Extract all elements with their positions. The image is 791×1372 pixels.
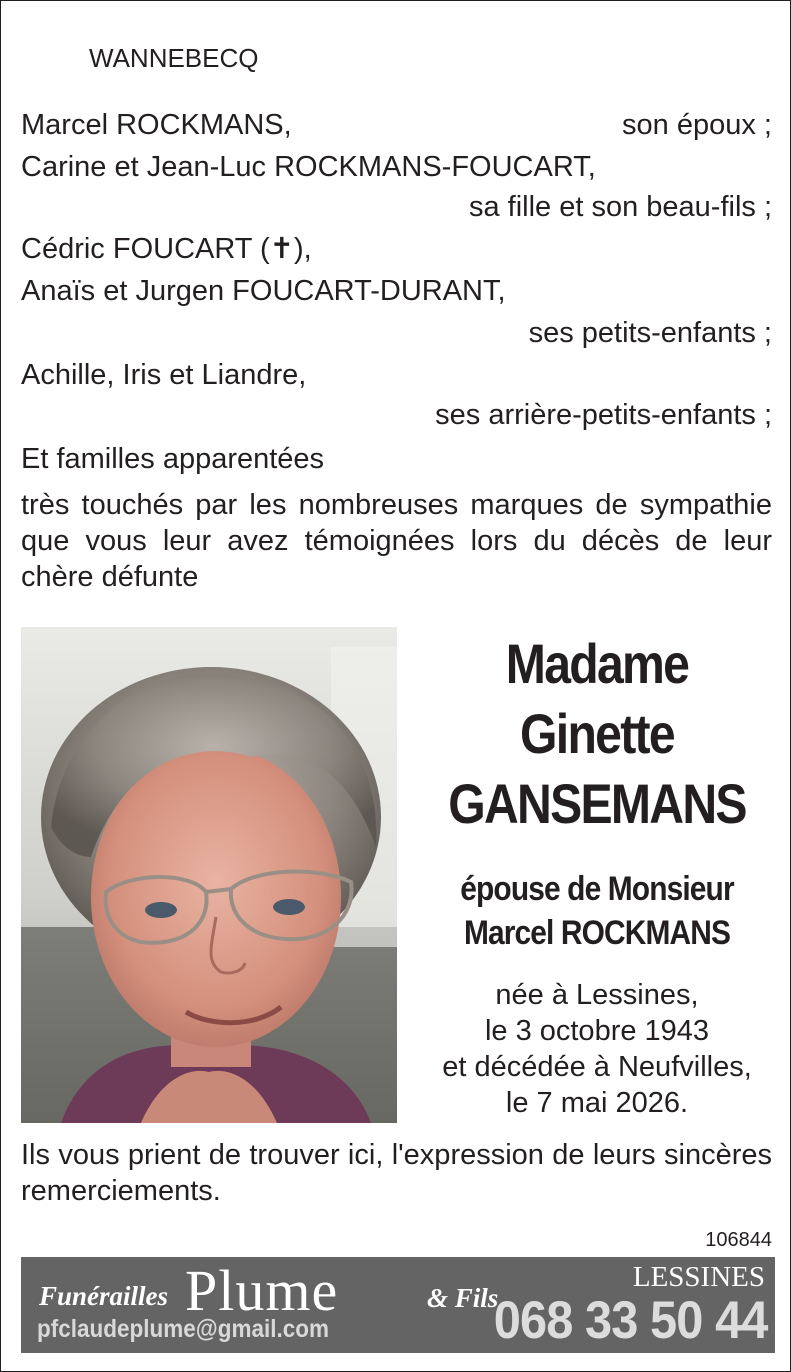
family-line-4: Anaïs et Jurgen FOUCART-DURANT,: [21, 275, 506, 307]
intro-paragraph: très touchés par les nombreuses marques de sympathie que vous leur avez témoignées lors du décès de leur chère défunte: [21, 489, 772, 593]
spouse-block: [417, 867, 777, 955]
family-line-5: Achille, Iris et Liandre,: [21, 359, 307, 391]
birth-date: le 3 octobre 1943: [484, 1015, 710, 1047]
family-relation-3: ses petits-enfants ;: [528, 317, 772, 349]
dates-block: [411, 977, 783, 1121]
banner-email: pfclaudeplume@gmail.com: [37, 1315, 330, 1343]
portrait-photo: [21, 627, 397, 1123]
birth-place: née à Lessines,: [495, 979, 699, 1011]
deceased-last-name: GANSEMANS: [448, 772, 746, 835]
family-relation-4: ses arrière-petits-enfants ;: [435, 399, 772, 431]
banner-plume-logo: Plume: [185, 1258, 339, 1323]
closing-paragraph: Ils vous prient de trouver ici, l'expression de leurs sincères remerciements.: [21, 1139, 772, 1207]
deceased-name-block: [417, 629, 777, 839]
banner-city: LESSINES: [632, 1261, 765, 1293]
family-relation-1: son époux ;: [622, 109, 772, 141]
family-line-2: Carine et Jean-Luc ROCKMANS-FOUCART,: [21, 151, 596, 183]
funeral-home-banner: [21, 1257, 775, 1353]
family-line-1: Marcel ROCKMANS,: [21, 109, 292, 141]
spouse-line-2: Marcel ROCKMANS: [463, 914, 731, 952]
deceased-title: Madame: [505, 632, 689, 695]
banner-phone: 068 33 50 44: [493, 1291, 767, 1350]
family-line-3: Cédric FOUCART (✝),: [21, 233, 312, 265]
reference-number: 106844: [705, 1229, 772, 1251]
family-line-6: Et familles apparentées: [21, 443, 325, 475]
spouse-line-1: épouse de Monsieur: [460, 870, 734, 908]
locality-heading: WANNEBECQ: [89, 43, 259, 73]
banner-fils: & Fils: [427, 1283, 499, 1313]
deceased-first-name: Ginette: [520, 702, 674, 765]
family-relation-2: sa fille et son beau-fils ;: [468, 191, 772, 223]
banner-funerailles: Funérailles: [39, 1281, 169, 1311]
death-date: le 7 mai 2026.: [505, 1087, 689, 1119]
death-place: et décédée à Neufvilles,: [442, 1051, 752, 1083]
